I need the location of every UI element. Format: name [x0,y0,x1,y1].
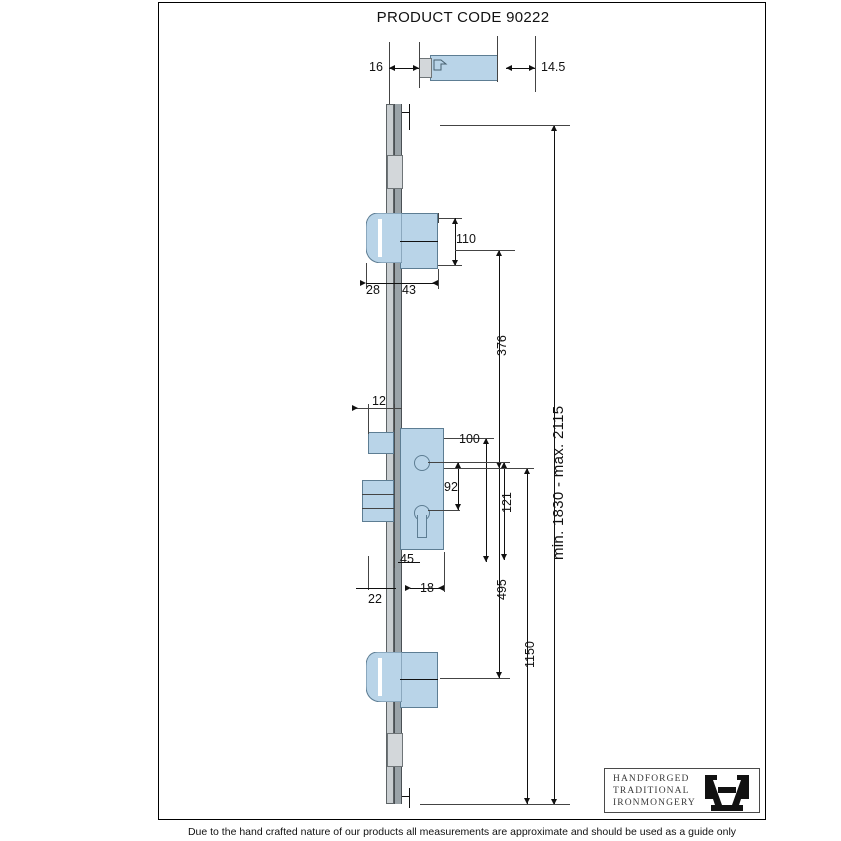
dim-label-overall: min. 1830 - max. 2115 [550,405,567,560]
dim-arrow-14-5-right [529,65,535,71]
brand-line-2: TRADITIONAL [613,785,690,796]
deadbolt-block [362,480,394,522]
top-ext-line-left [389,42,390,104]
brand-logo-text [605,773,696,809]
lower-hook-icon [366,652,402,702]
footnote-text: Due to the hand crafted nature of our products all measurements are approximate and should be used as a guide only [187,826,737,838]
upper-hook-icon [366,213,402,263]
dim-line-22 [356,588,396,589]
anvil-logo-icon [699,771,755,811]
dim-line-376 [499,250,500,468]
dim-label-16: 16 [369,60,383,74]
deadbolt-line-2 [362,508,394,509]
page-title: PRODUCT CODE 90222 [376,9,550,26]
dim-line-1150 [527,468,528,804]
lower-hook-centreline [400,679,438,680]
top-ext-line-mid [419,42,420,88]
dim-label-92: 92 [444,480,458,494]
ext-92-bottom [428,510,460,511]
dim-label-14-5: 14.5 [541,60,566,74]
lower-shootbolt-keep [387,733,403,767]
ext-12-a [368,404,369,434]
dim-label-18: 18 [420,581,434,595]
ext-121-top [444,462,510,463]
dim-arrow-16-right [413,65,419,71]
ext-overall-bottom [420,804,570,805]
ext-overall-top [440,125,570,126]
spindle-hole [414,455,430,471]
ext-110-bottom [438,265,462,266]
lower-hook-housing [400,652,438,708]
ext-110-lead [438,218,462,219]
dim-line-92 [458,462,459,510]
dim-label-43: 43 [402,283,416,297]
dim-arrow-14-5-left [506,65,512,71]
dim-arrow-12-left [352,405,358,411]
brand-line-1: HANDFORGED [613,773,690,784]
dim-label-110: 110 [456,232,476,246]
ext-45-left [394,540,395,568]
dim-arrow-121-bottom [501,554,507,560]
ext-376-top [455,250,515,251]
brand-logo [604,768,760,813]
rail-bottom-stub [409,788,410,808]
deadbolt-line-1 [362,494,394,495]
dim-label-45: 45 [400,552,414,566]
upper-hook-centreline [400,241,438,242]
dim-arrow-16-left [389,65,395,71]
dim-label-100: 100 [459,432,480,446]
dim-label-12: 12 [372,394,386,408]
top-ext-line-right1 [497,36,498,82]
ext-45-right [444,552,445,592]
dim-label-22: 22 [368,592,382,606]
ext-12-b [394,404,395,430]
ext-43-right [438,269,439,289]
ext-28-right [394,263,395,289]
brand-line-3: IRONMONGERY [613,797,696,808]
dim-arrow-1150-bottom [524,798,530,804]
top-detail-cap [419,58,432,78]
ext-495-bottom [440,678,510,679]
dim-label-1150: 1150 [523,641,537,668]
dim-line-495 [499,468,500,678]
top-detail-hook-icon [433,58,449,71]
ext-1150-top [444,468,534,469]
rail-top-stub [409,104,410,130]
dim-label-376: 376 [495,335,509,356]
top-ext-line-right2 [535,36,536,92]
dim-arrow-18-left [405,585,411,591]
dim-label-121: 121 [500,492,514,513]
dim-line-100 [486,438,487,562]
dim-arrow-18-right [438,585,444,591]
dim-label-495: 495 [495,579,509,600]
latch-bolt [368,432,394,454]
dim-arrow-110-top [452,218,458,224]
dim-arrow-43-right [432,280,438,286]
upper-shootbolt-keep [387,155,403,189]
dim-arrow-100-bottom [483,556,489,562]
cylinder-slot [417,515,427,538]
ext-22-left [368,556,369,590]
dim-label-28: 28 [366,283,380,297]
